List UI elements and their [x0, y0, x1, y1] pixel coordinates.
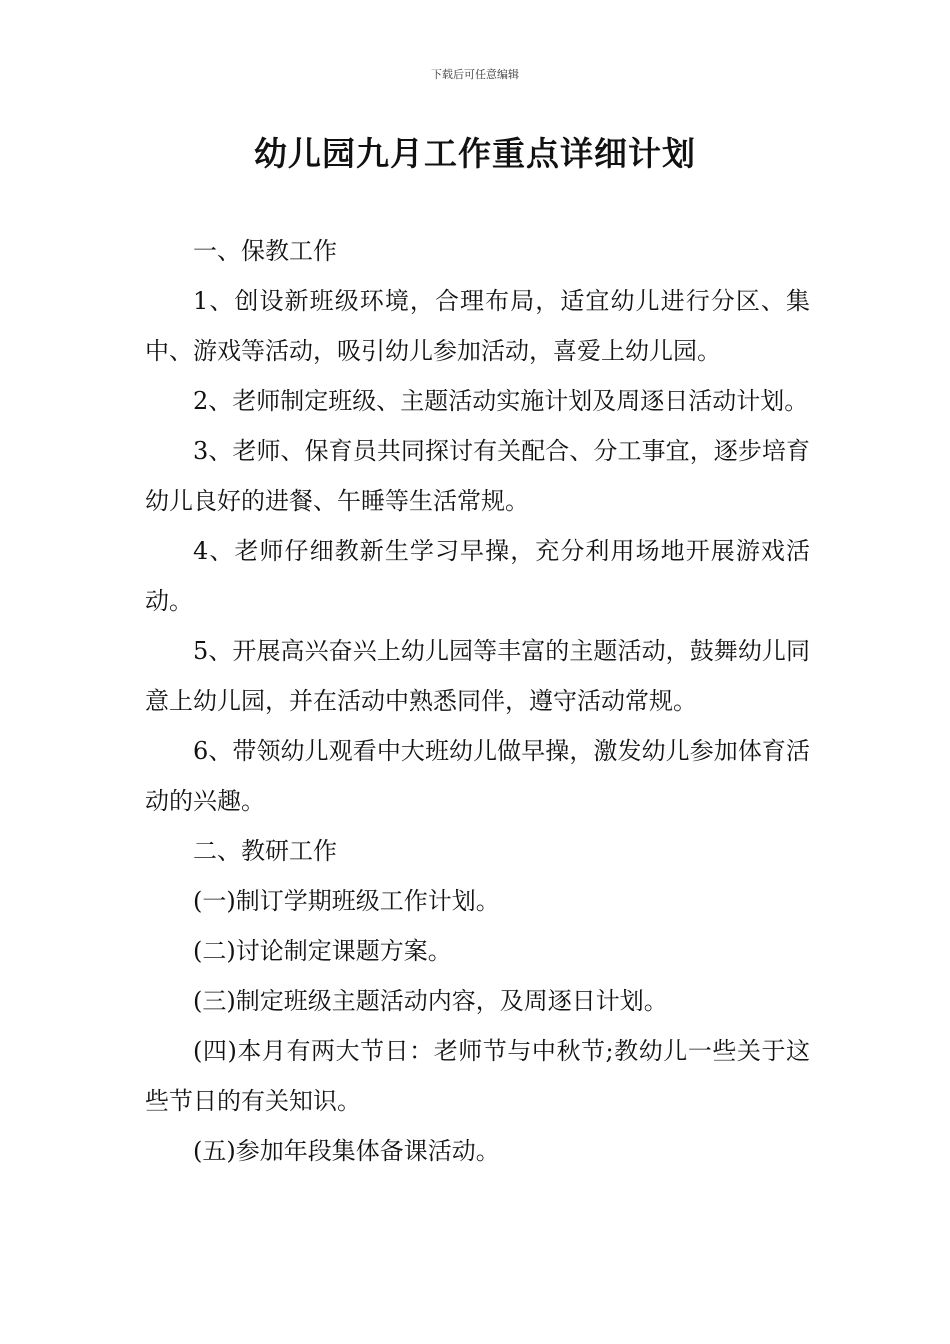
paragraph-item-6: 6、带领幼儿观看中大班幼儿做早操，激发幼儿参加体育活动的兴趣。 — [145, 737, 810, 815]
paragraph-research-4: (四)本月有两大节日：老师节与中秋节;教幼儿一些关于这些节日的有关知识。 — [145, 1037, 810, 1115]
paragraph-item-3: 3、老师、保育员共同探讨有关配合、分工事宜，逐步培育幼儿良好的进餐、午睡等生活常规。 — [145, 437, 810, 515]
section-heading-teaching: 一、保教工作 — [193, 237, 337, 265]
paragraph-item-4: 4、老师仔细教新生学习早操，充分利用场地开展游戏活动。 — [145, 537, 810, 615]
paragraph-item-1: 1、创设新班级环境，合理布局，适宜幼儿进行分区、集中、游戏等活动，吸引幼儿参加活动，喜爱上幼儿园。 — [145, 287, 810, 365]
document-body — [145, 226, 810, 1176]
paragraph-research-1: (一)制订学期班级工作计划。 — [193, 887, 500, 915]
paragraph-item-2: 2、老师制定班级、主题活动实施计划及周逐日活动计划。 — [193, 387, 809, 415]
paragraph-item-5: 5、开展高兴奋兴上幼儿园等丰富的主题活动，鼓舞幼儿同意上幼儿园，并在活动中熟悉同伴，遵守活动常规。 — [145, 637, 810, 715]
section-heading-research: 二、教研工作 — [193, 837, 337, 865]
document-title: 幼儿园九月工作重点详细计划 — [254, 134, 696, 173]
paragraph-research-2: (二)讨论制定课题方案。 — [193, 937, 452, 965]
paragraph-research-5: (五)参加年段集体备课活动。 — [193, 1137, 500, 1165]
paragraph-research-3: (三)制定班级主题活动内容，及周逐日计划。 — [193, 987, 668, 1015]
header-note: 下载后可任意编辑 — [431, 68, 519, 81]
